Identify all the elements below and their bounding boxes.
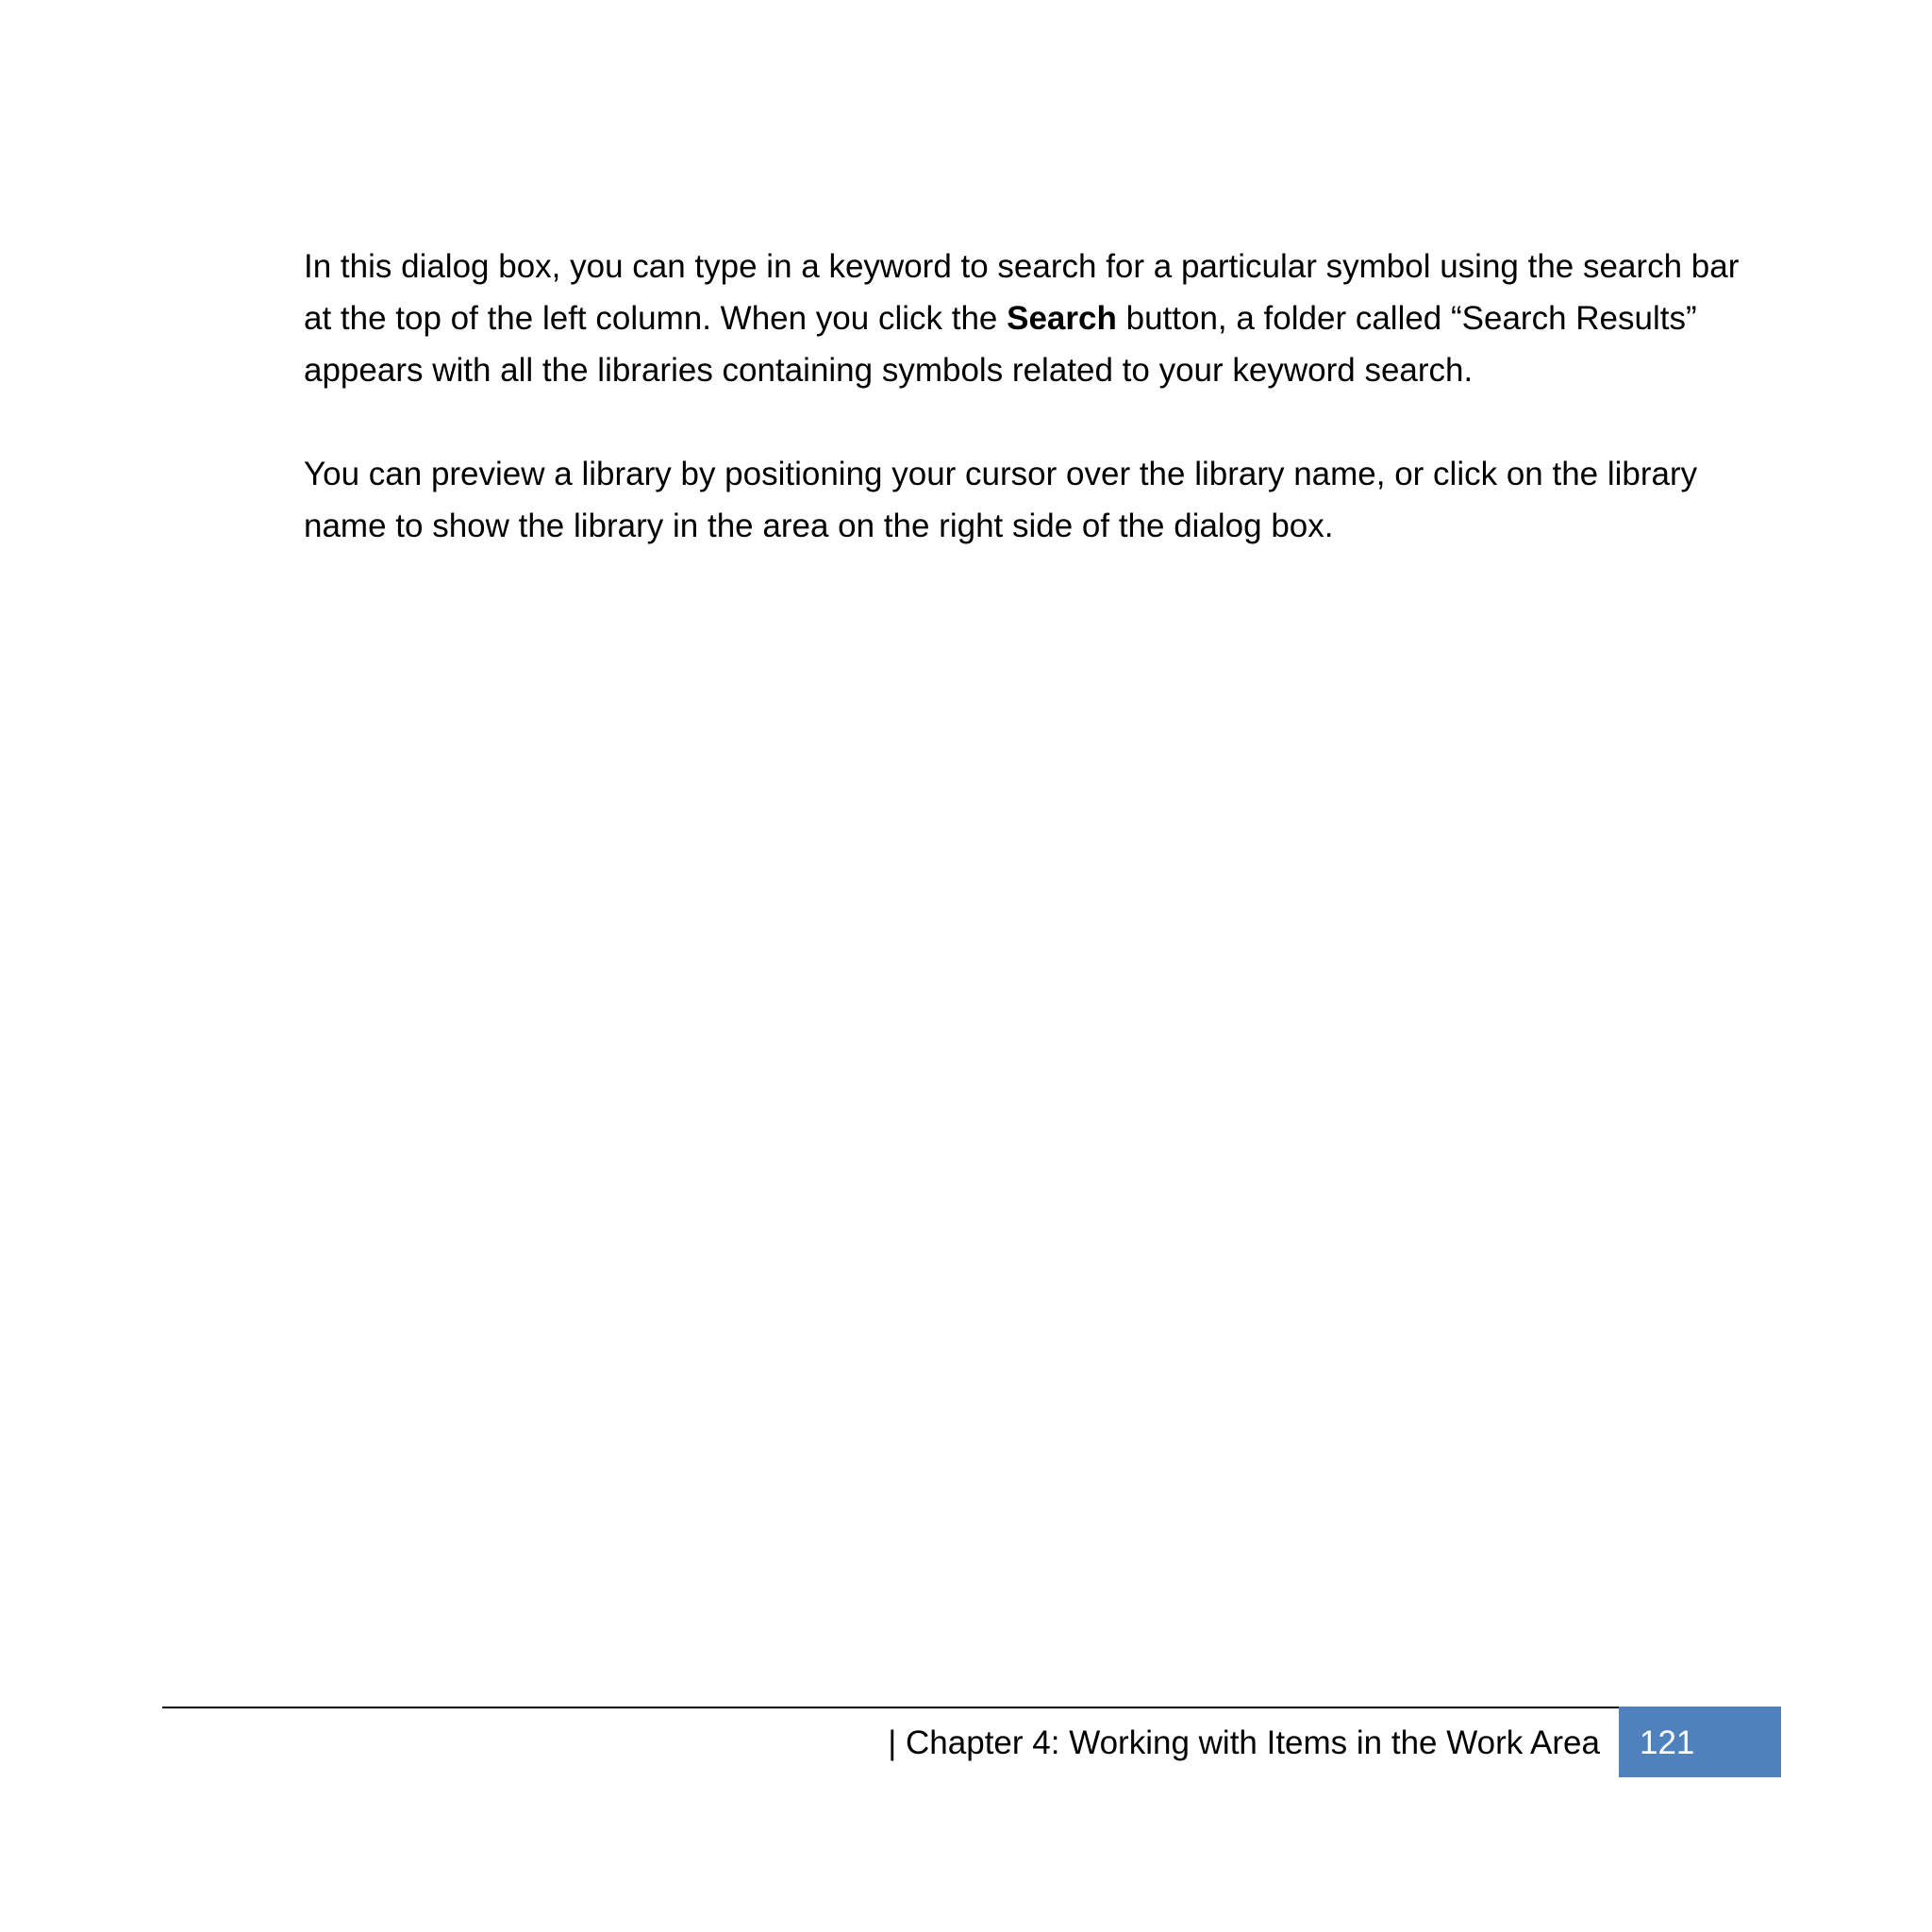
footer-chapter-title: | Chapter 4: Working with Items in the Work Area [888,1724,1600,1761]
paragraph1-text-before: In this dialog box, you can type in a keyword to search for a particular symbol using the search bar at the top of the left column. When you click the [304,248,1740,337]
body-text [304,241,1775,604]
footer-rule [162,1707,1781,1708]
paragraph1-text-after: button, a folder called “Search Results” appears with all the libraries containing symbols related to your keyword search. [304,300,1697,389]
search-bold-term: Search [1007,300,1117,337]
paragraph-search-instructions [304,241,1775,396]
page-number-box [1619,1707,1781,1777]
paragraph-preview-instructions: You can preview a library by positioning your cursor over the library name, or click on the library name to show the library in the area on the right side of the dialog box. [304,456,1698,544]
page-number: 121 [1640,1724,1695,1761]
